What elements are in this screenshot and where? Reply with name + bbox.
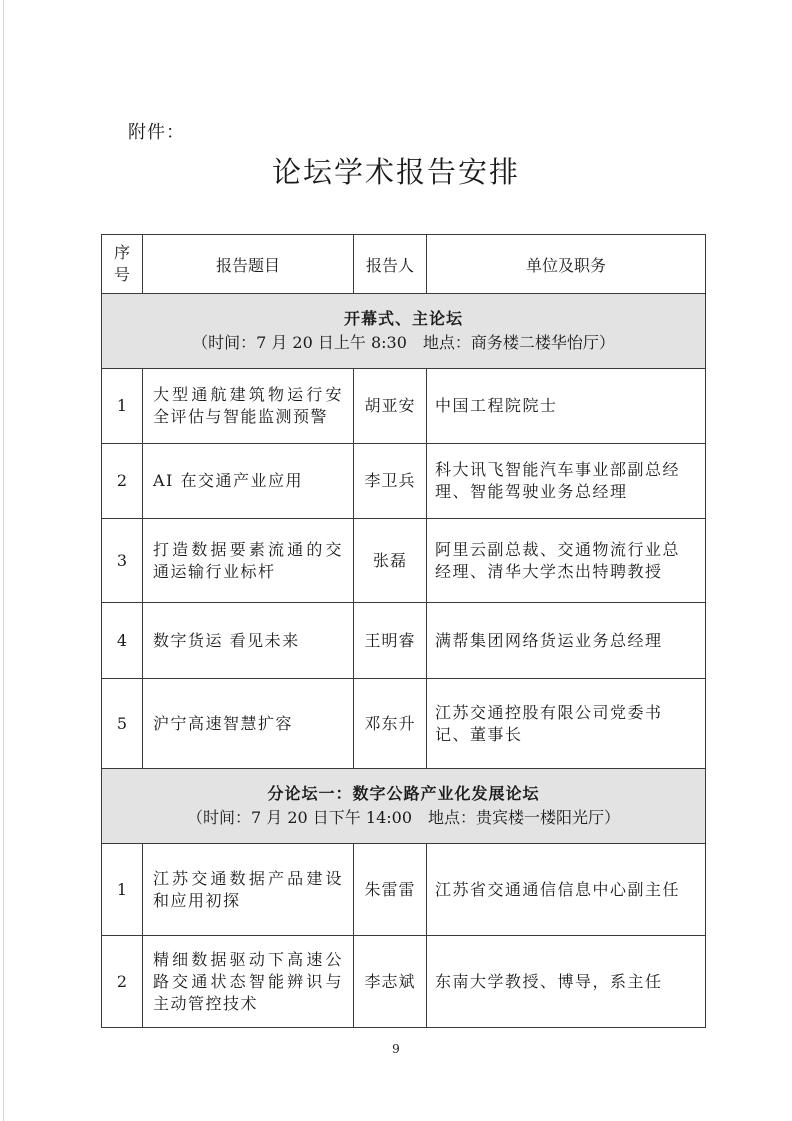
document-title: 论坛学术报告安排 [271,155,520,189]
section-info: （时间：7 月 20 日下午 14:00 地点：贵宾楼一楼阳光厅） [187,808,620,827]
row-unit: 江苏交通控股有限公司党委书记、董事长 [427,679,706,769]
row-topic: 精细数据驱动下高速公路交通状态智能辨识与主动管控技术 [143,936,354,1028]
row-unit: 中国工程院院士 [427,369,706,444]
row-topic: 沪宁高速智慧扩容 [143,679,354,769]
page-number: 9 [392,1042,400,1056]
row-speaker: 王明睿 [354,603,427,679]
header-topic: 报告题目 [143,235,354,294]
section-info: （时间：7 月 20 日上午 8:30 地点：商务楼二楼华怡厅） [192,333,615,352]
section-name: 开幕式、主论坛 [343,309,463,328]
row-no: 3 [102,519,143,603]
table-row [102,519,706,603]
table-row [102,444,706,519]
section-name: 分论坛一：数字公路产业化发展论坛 [267,784,540,803]
row-topic: 江苏交通数据产品建设和应用初探 [143,844,354,936]
row-unit: 科大讯飞智能汽车事业部副总经理、智能驾驶业务总经理 [427,444,706,519]
row-speaker: 张磊 [354,519,427,603]
section-header-row [102,769,706,844]
row-unit: 阿里云副总裁、交通物流行业总经理、清华大学杰出特聘教授 [427,519,706,603]
row-topic: 数字货运 看见未来 [143,603,354,679]
row-unit: 江苏省交通通信信息中心副主任 [427,844,706,936]
header-no-line1: 序 [113,243,130,262]
row-unit: 满帮集团网络货运业务总经理 [427,603,706,679]
row-topic: 大型通航建筑物运行安全评估与智能监测预警 [143,369,354,444]
schedule-table [101,234,706,1028]
row-topic: AI 在交通产业应用 [143,444,354,519]
row-speaker: 李卫兵 [354,444,427,519]
row-topic: 打造数据要素流通的交通运输行业标杆 [143,519,354,603]
row-no: 2 [102,936,143,1028]
row-no: 1 [102,844,143,936]
row-no: 1 [102,369,143,444]
row-no: 4 [102,603,143,679]
row-speaker: 邓东升 [354,679,427,769]
table-row [102,369,706,444]
header-no [102,235,143,294]
row-speaker: 胡亚安 [354,369,427,444]
table-row [102,844,706,936]
table-row [102,679,706,769]
table-row [102,603,706,679]
header-no-line2: 号 [113,265,130,284]
table-header-row [102,235,706,294]
row-speaker: 李志斌 [354,936,427,1028]
row-unit: 东南大学教授、博导，系主任 [427,936,706,1028]
row-speaker: 朱雷雷 [354,844,427,936]
section-header [102,769,706,844]
section-header-row [102,294,706,369]
row-no: 2 [102,444,143,519]
row-no: 5 [102,679,143,769]
table-row [102,936,706,1028]
header-unit: 单位及职务 [427,235,706,294]
header-speaker: 报告人 [354,235,427,294]
attachment-label: 附件： [128,122,185,143]
section-header [102,294,706,369]
